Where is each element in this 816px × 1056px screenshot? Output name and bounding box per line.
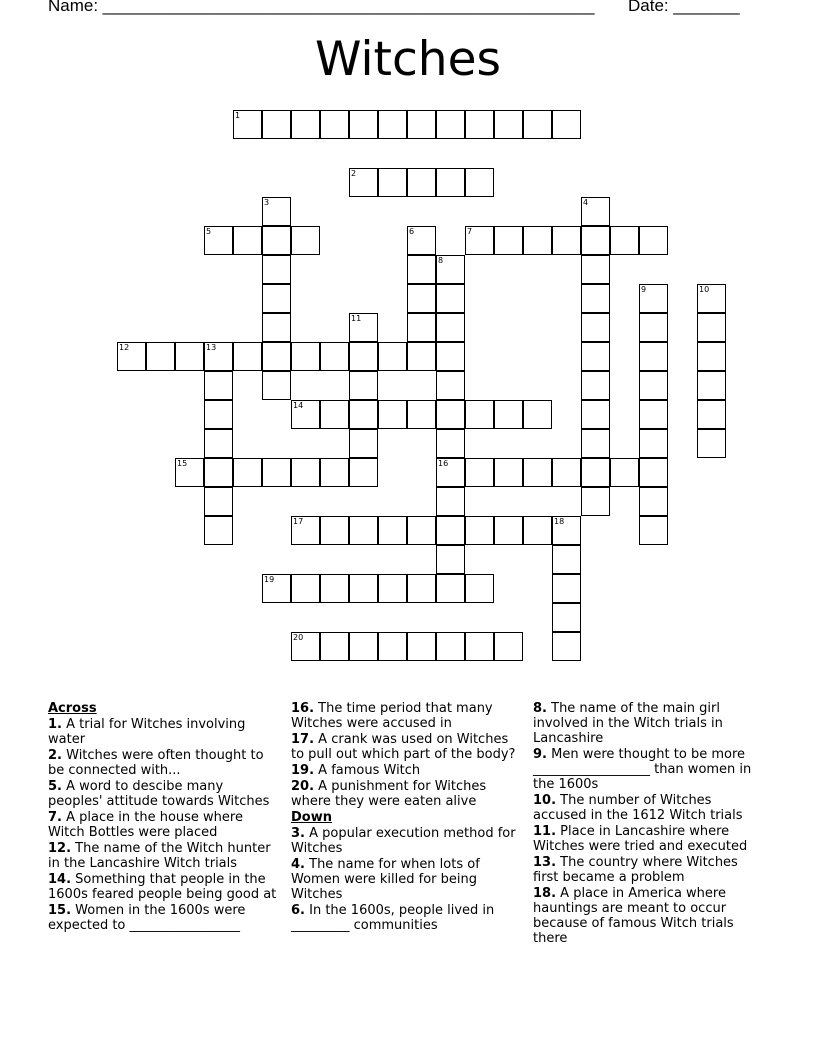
grid-cell[interactable] <box>407 226 436 255</box>
grid-cell[interactable] <box>233 110 262 139</box>
grid-cell[interactable] <box>465 458 494 487</box>
clue-item <box>291 701 523 731</box>
clue-number: 5. <box>48 779 62 794</box>
clue-number: 2 <box>351 169 357 178</box>
grid-cell[interactable] <box>378 342 407 371</box>
date-field-label: Date: _______ <box>628 0 740 15</box>
grid-cell[interactable] <box>436 574 465 603</box>
clue-item <box>48 748 280 778</box>
grid-cell[interactable] <box>262 226 291 255</box>
grid-cell[interactable] <box>349 110 378 139</box>
grid-cell[interactable] <box>407 632 436 661</box>
clue-item <box>291 903 523 933</box>
grid-cell[interactable] <box>639 487 668 516</box>
grid-cell[interactable] <box>407 400 436 429</box>
clue-item <box>48 779 280 809</box>
grid-cell[interactable] <box>233 226 262 255</box>
clue-item <box>533 886 765 946</box>
grid-cell[interactable] <box>320 400 349 429</box>
grid-cell[interactable] <box>204 458 233 487</box>
clue-text: A place in America where hauntings are meant to occur because of famous Witch trials there <box>533 886 734 946</box>
grid-cell[interactable] <box>639 458 668 487</box>
clue-number: 18. <box>533 886 557 901</box>
clue-text: A place in the house where Witch Bottles were placed <box>48 810 243 840</box>
page-title: Witches <box>315 32 501 87</box>
grid-cell[interactable] <box>697 429 726 458</box>
grid-cell[interactable] <box>581 226 610 255</box>
grid-cell[interactable] <box>407 342 436 371</box>
grid-cell[interactable] <box>581 284 610 313</box>
section-heading: Down <box>291 810 332 825</box>
grid-cell[interactable] <box>175 458 204 487</box>
clue-text: The name of the Witch hunter in the Lancashire Witch trials <box>48 841 271 871</box>
clue-number: 2. <box>48 748 62 763</box>
grid-cell[interactable] <box>465 168 494 197</box>
clue-number: 11. <box>533 824 557 839</box>
grid-cell[interactable] <box>581 313 610 342</box>
clue-text: Something that people in the 1600s feared people being good at <box>48 872 277 902</box>
clue-item <box>533 747 765 792</box>
clue-number: 8. <box>533 701 547 716</box>
grid-cell[interactable] <box>697 400 726 429</box>
grid-cell[interactable] <box>436 168 465 197</box>
grid-cell[interactable] <box>204 400 233 429</box>
clue-number: 20. <box>291 779 315 794</box>
clue-number: 10 <box>699 285 710 294</box>
grid-cell[interactable] <box>494 458 523 487</box>
clue-item <box>291 826 523 856</box>
name-field-label: Name: ____________________________________________________ <box>48 0 595 15</box>
grid-cell[interactable] <box>407 255 436 284</box>
clue-column-3 <box>533 701 765 947</box>
grid-cell[interactable] <box>291 574 320 603</box>
clue-number: 15. <box>48 903 72 918</box>
grid-cell[interactable] <box>407 110 436 139</box>
grid-cell[interactable] <box>349 429 378 458</box>
clue-item <box>533 824 765 854</box>
clue-number: 19. <box>291 763 315 778</box>
grid-cell[interactable] <box>581 429 610 458</box>
grid-cell[interactable] <box>639 429 668 458</box>
grid-cell[interactable] <box>378 516 407 545</box>
grid-cell[interactable] <box>262 197 291 226</box>
clue-text: The time period that many Witches were accused in <box>291 701 493 731</box>
grid-cell[interactable] <box>436 342 465 371</box>
grid-cell[interactable] <box>175 342 204 371</box>
clue-item <box>533 855 765 885</box>
grid-cell[interactable] <box>146 342 175 371</box>
clue-number: 10. <box>533 793 557 808</box>
clue-number: 1. <box>48 717 62 732</box>
grid-cell[interactable] <box>407 516 436 545</box>
clue-text: A word to descibe many peoples' attitude towards Witches <box>48 779 270 809</box>
clue-number: 19 <box>264 575 275 584</box>
grid-cell[interactable] <box>291 226 320 255</box>
grid-cell[interactable] <box>494 632 523 661</box>
grid-cell[interactable] <box>262 255 291 284</box>
clue-number: 15 <box>177 459 188 468</box>
grid-cell[interactable] <box>523 400 552 429</box>
grid-cell[interactable] <box>581 197 610 226</box>
clue-text: Women in the 1600s were expected to _________________ <box>48 903 246 933</box>
grid-cell[interactable] <box>349 313 378 342</box>
grid-cell[interactable] <box>494 110 523 139</box>
clue-text: Place in Lancashire where Witches were tried and executed <box>533 824 748 854</box>
grid-cell[interactable] <box>639 342 668 371</box>
grid-cell[interactable] <box>320 458 349 487</box>
clue-item <box>48 717 280 747</box>
grid-cell[interactable] <box>523 226 552 255</box>
grid-cell[interactable] <box>320 110 349 139</box>
grid-cell[interactable] <box>523 458 552 487</box>
grid-cell[interactable] <box>262 458 291 487</box>
clue-item <box>48 810 280 840</box>
clue-text: In the 1600s, people lived in _________ communities <box>291 903 495 933</box>
clue-text: Men were thought to be more __________________ than women in the 1600s <box>533 747 752 792</box>
grid-cell[interactable] <box>349 574 378 603</box>
grid-cell[interactable] <box>552 516 581 545</box>
grid-cell[interactable] <box>465 516 494 545</box>
clue-text: A punishment for Witches where they were eaten alive <box>291 779 487 809</box>
grid-cell[interactable] <box>291 516 320 545</box>
clue-text: The number of Witches accused in the 1612 Witch trials <box>533 793 743 823</box>
grid-cell[interactable] <box>581 255 610 284</box>
grid-cell[interactable] <box>407 574 436 603</box>
grid-cell[interactable] <box>378 574 407 603</box>
clue-number: 7. <box>48 810 62 825</box>
grid-cell[interactable] <box>291 400 320 429</box>
grid-cell[interactable] <box>262 371 291 400</box>
grid-cell[interactable] <box>552 574 581 603</box>
grid-cell[interactable] <box>523 516 552 545</box>
grid-cell[interactable] <box>581 342 610 371</box>
grid-cell[interactable] <box>639 226 668 255</box>
clue-number: 17 <box>293 517 304 526</box>
grid-cell[interactable] <box>320 516 349 545</box>
grid-cell[interactable] <box>465 226 494 255</box>
clue-number: 4. <box>291 857 305 872</box>
clue-number: 4 <box>583 198 589 207</box>
grid-cell[interactable] <box>262 110 291 139</box>
grid-cell[interactable] <box>349 371 378 400</box>
clue-item <box>48 841 280 871</box>
grid-cell[interactable] <box>378 400 407 429</box>
clue-text: A popular execution method for Witches <box>291 826 516 856</box>
grid-cell[interactable] <box>436 255 465 284</box>
grid-cell[interactable] <box>494 226 523 255</box>
grid-cell[interactable] <box>610 226 639 255</box>
clue-column-2 <box>291 701 523 934</box>
clue-number: 14. <box>48 872 72 887</box>
grid-cell[interactable] <box>436 632 465 661</box>
grid-cell[interactable] <box>436 545 465 574</box>
grid-cell[interactable] <box>581 400 610 429</box>
clue-column-1 <box>48 701 280 934</box>
clue-text: A trial for Witches involving water <box>48 717 246 747</box>
grid-cell[interactable] <box>291 458 320 487</box>
clue-text: The country where Witches first became a problem <box>533 855 738 885</box>
clue-number: 1 <box>235 111 241 120</box>
clue-item <box>533 701 765 746</box>
grid-cell[interactable] <box>697 313 726 342</box>
clue-item <box>291 857 523 902</box>
grid-cell[interactable] <box>349 516 378 545</box>
grid-cell[interactable] <box>320 342 349 371</box>
clue-number: 16. <box>291 701 315 716</box>
grid-cell[interactable] <box>523 110 552 139</box>
grid-cell[interactable] <box>552 458 581 487</box>
grid-cell[interactable] <box>233 458 262 487</box>
grid-cell[interactable] <box>436 516 465 545</box>
grid-cell[interactable] <box>697 342 726 371</box>
grid-cell[interactable] <box>262 574 291 603</box>
clue-number: 9. <box>533 747 547 762</box>
clue-number: 13. <box>533 855 557 870</box>
clue-number: 5 <box>206 227 212 236</box>
clue-number: 9 <box>641 285 647 294</box>
clue-text: A famous Witch <box>318 763 421 778</box>
grid-cell[interactable] <box>291 342 320 371</box>
clue-number: 16 <box>438 459 449 468</box>
grid-cell[interactable] <box>204 487 233 516</box>
grid-cell[interactable] <box>378 110 407 139</box>
grid-cell[interactable] <box>436 458 465 487</box>
grid-cell[interactable] <box>378 632 407 661</box>
section-heading: Across <box>48 701 97 716</box>
grid-cell[interactable] <box>291 632 320 661</box>
grid-cell[interactable] <box>552 632 581 661</box>
grid-cell[interactable] <box>204 342 233 371</box>
grid-cell[interactable] <box>639 371 668 400</box>
clue-number: 7 <box>467 227 473 236</box>
grid-cell[interactable] <box>262 342 291 371</box>
clue-item <box>291 763 523 778</box>
grid-cell[interactable] <box>349 632 378 661</box>
grid-cell[interactable] <box>407 313 436 342</box>
clue-item <box>533 793 765 823</box>
grid-cell[interactable] <box>465 400 494 429</box>
grid-cell[interactable] <box>639 313 668 342</box>
grid-cell[interactable] <box>436 313 465 342</box>
grid-cell[interactable] <box>378 168 407 197</box>
grid-cell[interactable] <box>436 400 465 429</box>
clue-text: A crank was used on Witches to pull out which part of the body? <box>291 732 516 762</box>
grid-cell[interactable] <box>610 458 639 487</box>
clue-number: 12 <box>119 343 130 352</box>
grid-cell[interactable] <box>465 574 494 603</box>
grid-cell[interactable] <box>204 429 233 458</box>
grid-cell[interactable] <box>465 110 494 139</box>
grid-cell[interactable] <box>552 545 581 574</box>
grid-cell[interactable] <box>349 400 378 429</box>
grid-cell[interactable] <box>407 284 436 313</box>
grid-cell[interactable] <box>233 342 262 371</box>
grid-cell[interactable] <box>407 168 436 197</box>
grid-cell[interactable] <box>204 226 233 255</box>
grid-cell[interactable] <box>581 458 610 487</box>
grid-cell[interactable] <box>117 342 146 371</box>
clue-item <box>48 872 280 902</box>
grid-cell[interactable] <box>436 110 465 139</box>
clue-item <box>48 903 280 933</box>
grid-cell[interactable] <box>436 284 465 313</box>
grid-cell[interactable] <box>639 516 668 545</box>
grid-cell[interactable] <box>494 400 523 429</box>
grid-cell[interactable] <box>639 284 668 313</box>
grid-cell[interactable] <box>581 487 610 516</box>
grid-cell[interactable] <box>262 313 291 342</box>
clue-number: 13 <box>206 343 217 352</box>
grid-cell[interactable] <box>204 371 233 400</box>
clue-text: Witches were often thought to be connected with... <box>48 748 264 778</box>
clue-number: 18 <box>554 517 565 526</box>
grid-cell[interactable] <box>552 603 581 632</box>
grid-cell[interactable] <box>581 371 610 400</box>
grid-cell[interactable] <box>436 487 465 516</box>
clue-text: The name of the main girl involved in the Witch trials in Lancashire <box>533 701 723 746</box>
grid-cell[interactable] <box>697 284 726 313</box>
clue-number: 17. <box>291 732 315 747</box>
grid-cell[interactable] <box>639 400 668 429</box>
grid-cell[interactable] <box>262 284 291 313</box>
grid-cell[interactable] <box>204 516 233 545</box>
grid-cell[interactable] <box>494 516 523 545</box>
clue-number: 6 <box>409 227 415 236</box>
grid-cell[interactable] <box>436 429 465 458</box>
grid-cell[interactable] <box>349 342 378 371</box>
grid-cell[interactable] <box>320 574 349 603</box>
grid-cell[interactable] <box>291 110 320 139</box>
clue-item <box>291 732 523 762</box>
clue-text: The name for when lots of Women were killed for being Witches <box>291 857 480 902</box>
grid-cell[interactable] <box>552 110 581 139</box>
grid-cell[interactable] <box>436 371 465 400</box>
grid-cell[interactable] <box>552 226 581 255</box>
grid-cell[interactable] <box>349 168 378 197</box>
clue-number: 3. <box>291 826 305 841</box>
clue-number: 3 <box>264 198 270 207</box>
grid-cell[interactable] <box>349 458 378 487</box>
grid-cell[interactable] <box>465 632 494 661</box>
clue-number: 20 <box>293 633 304 642</box>
clue-number: 8 <box>438 256 444 265</box>
grid-cell[interactable] <box>697 371 726 400</box>
clue-number: 11 <box>351 314 362 323</box>
clue-item <box>291 779 523 809</box>
clue-number: 12. <box>48 841 72 856</box>
grid-cell[interactable] <box>320 632 349 661</box>
clue-number: 6. <box>291 903 305 918</box>
clue-number: 14 <box>293 401 304 410</box>
